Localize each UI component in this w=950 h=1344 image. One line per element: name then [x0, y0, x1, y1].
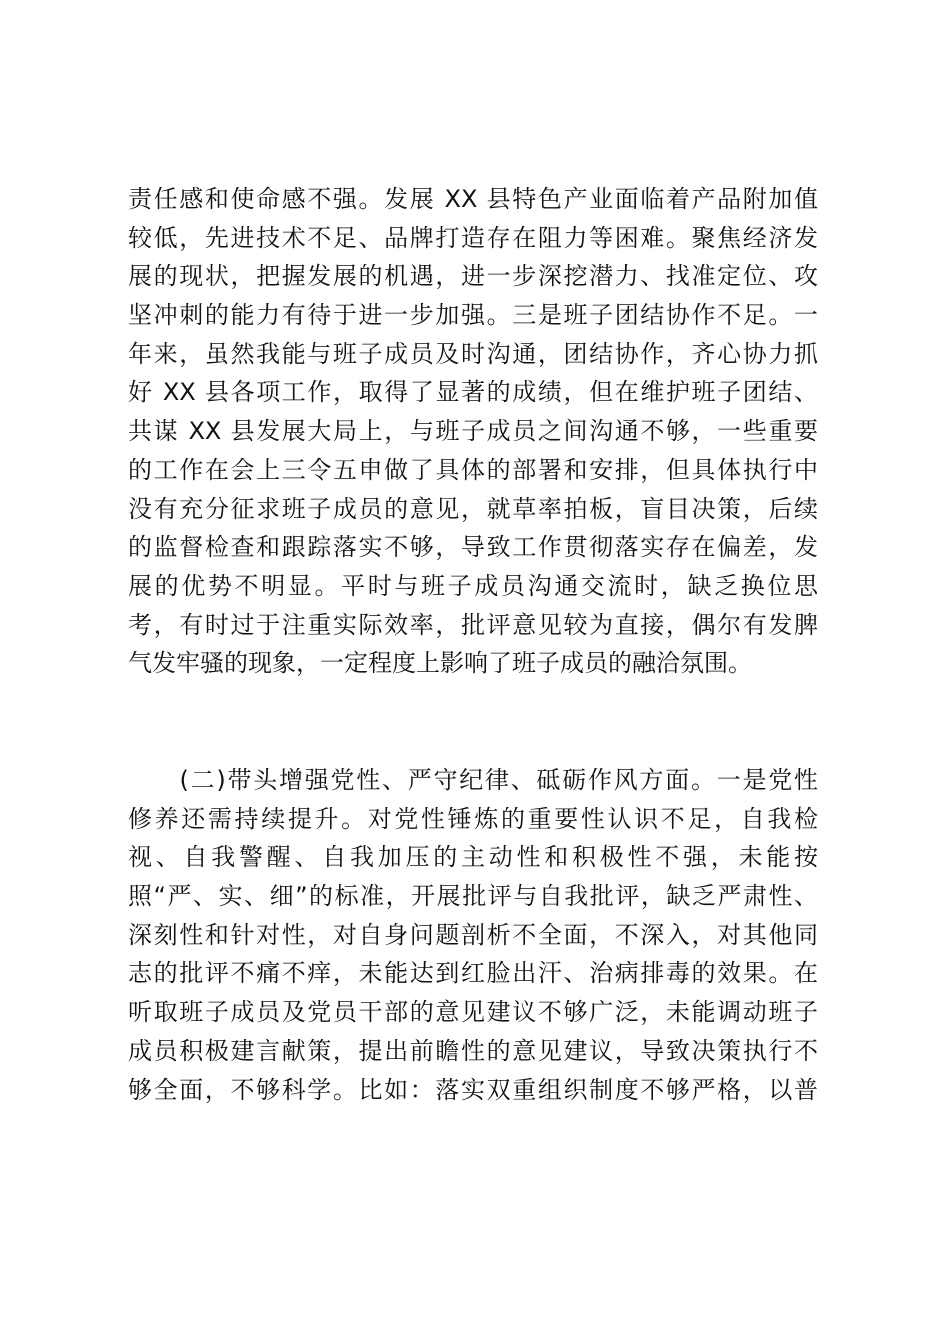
text-line: 责任感和使命感不强。发展 XX 县特色产业面临着产品附加值	[128, 185, 818, 213]
text-line: 听取班子成员及党员干部的意见建议不够广泛，未能调动班子	[128, 998, 818, 1027]
text-line: 视、自我警醒、自我加压的主动性和积极性不强，未能按	[128, 843, 818, 872]
text-line: 年来，虽然我能与班子成员及时沟通，团结协作，齐心协力抓	[128, 339, 818, 368]
text-line: 成员积极建言献策，提出前瞻性的意见建议，导致决策执行不	[128, 1036, 818, 1065]
text-line: 较低，先进技术不足、品牌打造存在阻力等困难。聚焦经济发	[128, 223, 818, 252]
text-line: 的监督检查和跟踪落实不够，导致工作贯彻落实存在偏差，发	[128, 533, 818, 562]
text-line: 没有充分征求班子成员的意见，就草率拍板，盲目决策，后续	[128, 494, 818, 523]
text-line: 的工作在会上三令五申做了具体的部署和安排，但具体执行中	[128, 455, 818, 484]
paragraph-1	[128, 180, 818, 683]
text-line: 够全面，不够科学。比如：落实双重组织制度不够严格，以普	[128, 1075, 818, 1104]
text-line: 照“严、实、细”的标准，开展批评与自我批评，缺乏严肃性、	[128, 882, 818, 911]
text-line: 共谋 XX 县发展大局上，与班子成员之间沟通不够，一些重要	[128, 417, 818, 446]
text-line: 好 XX 县各项工作，取得了显著的成绩，但在维护班子团结、	[128, 378, 818, 407]
text-line: 深刻性和针对性，对自身问题剖析不全面，不深入，对其他同	[128, 920, 818, 949]
text-line: 气发牢骚的现象，一定程度上影响了班子成员的融洽氛围。	[128, 649, 752, 678]
text-line: 展的现状，把握发展的机遇，进一步深挖潜力、找准定位、攻	[128, 262, 818, 291]
text-line: 志的批评不痛不痒，未能达到红脸出汗、治病排毒的效果。在	[128, 959, 818, 988]
text-line: 考，有时过于注重实际效率，批评意见较为直接，偶尔有发脾	[128, 610, 818, 639]
text-line: 展的优势不明显。平时与班子成员沟通交流时，缺乏换位思	[128, 571, 818, 600]
text-line: 修养还需持续提升。对党性锤炼的重要性认识不足，自我检	[128, 804, 818, 833]
paragraph-2	[128, 761, 818, 1109]
text-line: 坚冲刺的能力有待于进一步加强。三是班子团结协作不足。一	[128, 301, 818, 330]
text-line: (二)带头增强党性、严守纪律、砥砺作风方面。一是党性	[128, 766, 818, 794]
